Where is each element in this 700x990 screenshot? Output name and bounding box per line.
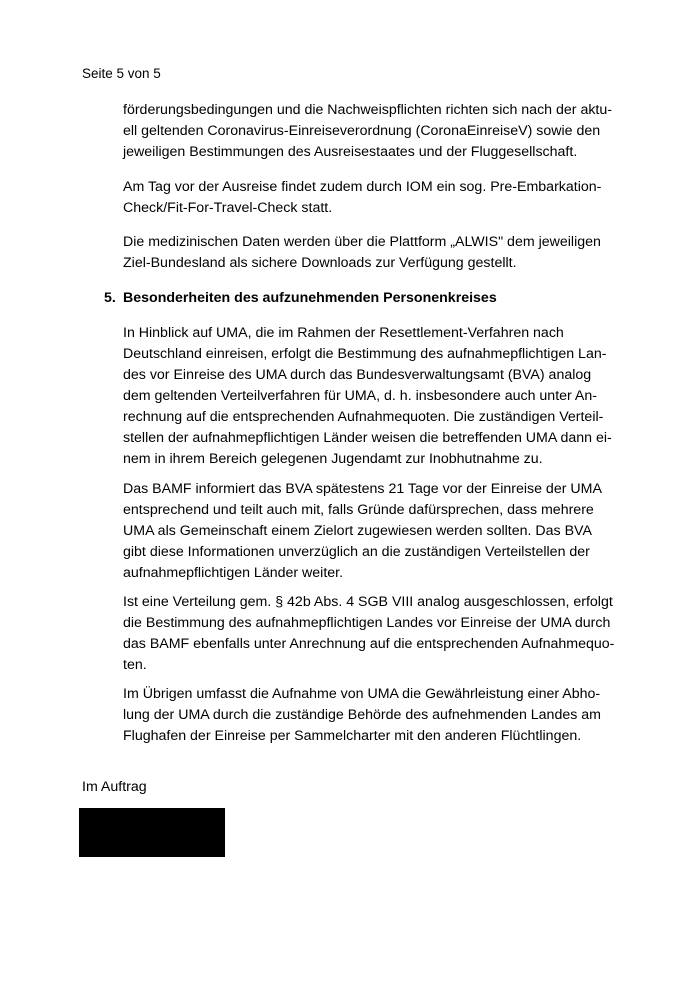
text-line: förderungsbedingungen und die Nachweispflichten richten sich nach der aktu- <box>123 102 612 118</box>
section-number: 5. <box>104 290 116 306</box>
text-line: dem geltenden Verteilverfahren für UMA, d. h. insbesondere auch unter An- <box>123 388 597 404</box>
text-line: Die medizinischen Daten werden über die Plattform „ALWIS" dem jeweiligen <box>123 234 601 250</box>
page-number: Seite 5 von 5 <box>82 66 161 81</box>
text-line: die Bestimmung des aufnahmepflichtigen Landes vor Einreise der UMA durch <box>123 615 611 631</box>
section-title: Besonderheiten des aufzunehmenden Personenkreises <box>123 290 497 306</box>
text-line: UMA als Gemeinschaft einem Zielort zugewiesen werden sollten. Das BVA <box>123 523 592 539</box>
text-line: Am Tag vor der Ausreise findet zudem durch IOM ein sog. Pre-Embarkation- <box>123 179 602 195</box>
text-line: des vor Einreise des UMA durch das Bundesverwaltungsamt (BVA) analog <box>123 367 592 383</box>
text-line: ten. <box>123 657 147 673</box>
text-line: lung der UMA durch die zuständige Behörde des aufnehmenden Landes am <box>123 707 601 723</box>
text-line: das BAMF ebenfalls unter Anrechnung auf die entsprechenden Aufnahmequo- <box>123 636 615 652</box>
text-line: jeweiligen Bestimmungen des Ausreisestaates und der Fluggesellschaft. <box>123 144 578 160</box>
text-line: Das BAMF informiert das BVA spätestens 21 Tage vor der Einreise der UMA <box>123 481 602 497</box>
text-line: In Hinblick auf UMA, die im Rahmen der Resettlement-Verfahren nach <box>123 325 564 341</box>
closing-text: Im Auftrag <box>82 779 147 795</box>
text-line: gibt diese Informationen unverzüglich an die zuständigen Verteilstellen der <box>123 544 590 560</box>
text-line: stellen der aufnahmepflichtigen Länder weisen die betreffenden UMA dann ei- <box>123 430 612 446</box>
text-line: Im Übrigen umfasst die Aufnahme von UMA die Gewährleistung einer Abho- <box>123 686 601 702</box>
text-line: Flughafen der Einreise per Sammelcharter mit den anderen Flüchtlingen. <box>123 728 582 744</box>
redacted-signature-block <box>79 808 225 857</box>
text-line: Check/Fit-For-Travel-Check statt. <box>123 200 333 216</box>
text-line: ell geltenden Coronavirus-Einreiseverordnung (CoronaEinreiseV) sowie den <box>123 123 601 139</box>
text-line: Ziel-Bundesland als sichere Downloads zur Verfügung gestellt. <box>123 255 517 271</box>
text-line: aufnahmepflichtigen Länder weiter. <box>123 565 344 581</box>
text-line: Deutschland einreisen, erfolgt die Bestimmung des aufnahmepflichtigen Lan- <box>123 346 607 362</box>
text-line: Ist eine Verteilung gem. § 42b Abs. 4 SGB VIII analog ausgeschlossen, erfolgt <box>123 594 613 610</box>
text-line: entsprechend und teilt auch mit, falls Gründe dafürsprechen, dass mehrere <box>123 502 594 518</box>
text-line: nem in ihrem Bereich gelegenen Jugendamt zur Inobhutnahme zu. <box>123 451 543 467</box>
text-line: rechnung auf die entsprechenden Aufnahmequoten. Die zuständigen Verteil- <box>123 409 604 425</box>
